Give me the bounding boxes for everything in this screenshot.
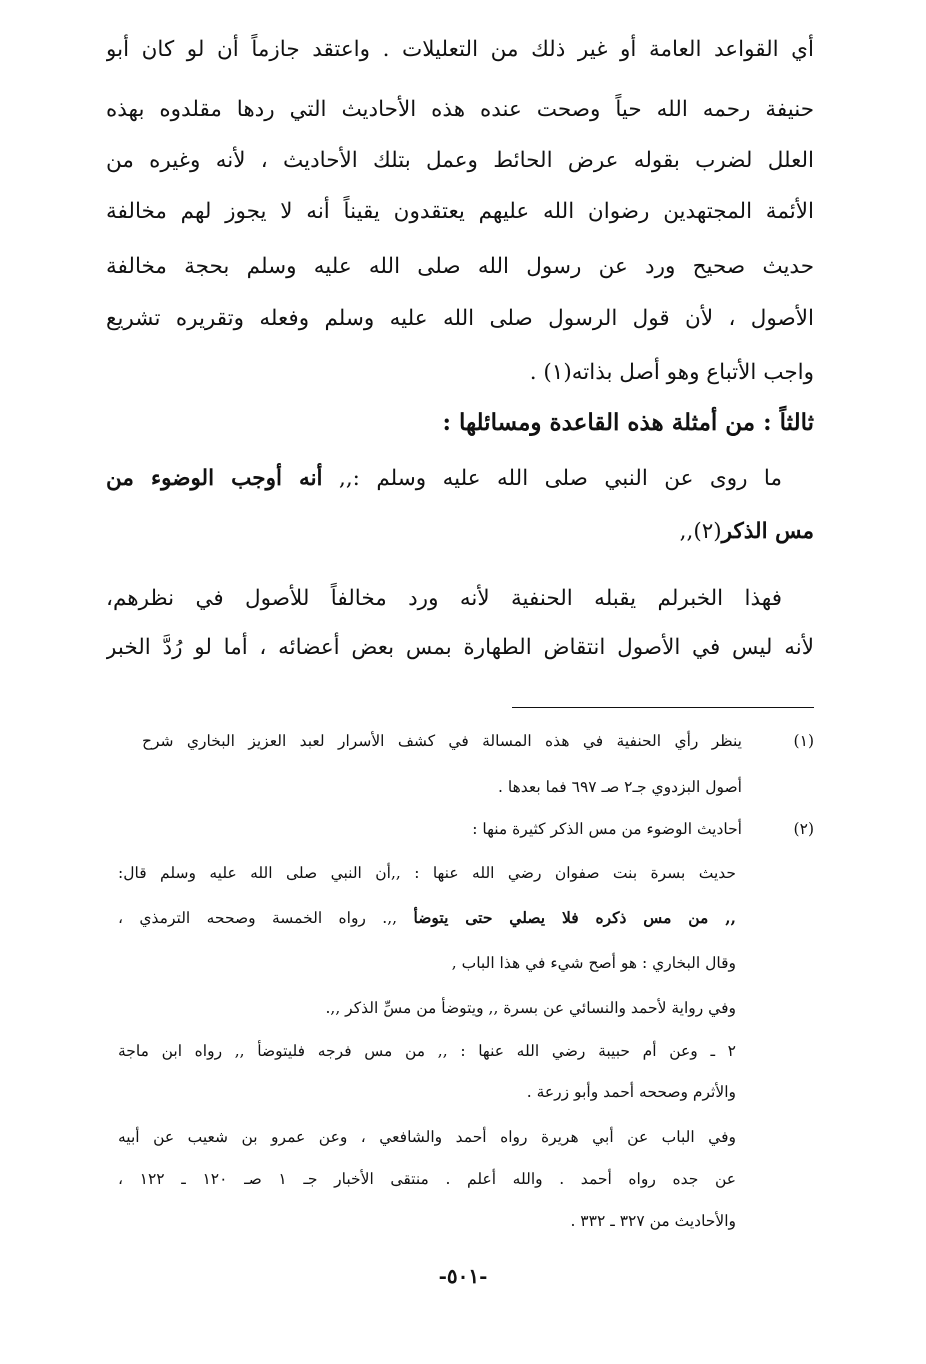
- footnote-line: أحاديث الوضوء من مس الذكر كثيرة منها :: [472, 820, 742, 838]
- page-number: -٥٠١-: [438, 1264, 488, 1288]
- body-line: أي القواعد العامة أو غير ذلك من التعليلات . واعتقد جازماً أن لو كان أبو: [106, 37, 814, 62]
- body-line: لأنه ليس في الأصول انتقاض الطهارة بمس بعض أعضائه ، أما لو رُدَّ الخبر: [106, 635, 814, 660]
- footnote-line: ٢ ـ وعن أم حبيبة رضي الله عنها : ,, من مس فرجه فليتوضأ ,, رواه ابن ماجة: [118, 1042, 736, 1060]
- body-line: الأئمة المجتهدين رضوان الله عليهم يعتقدون يقيناً أنه لا يجوز لهم مخالفة: [106, 199, 814, 224]
- body-line: واجب الأتباع وهو أصل بذاته(١) .: [529, 360, 814, 385]
- example-line-plain: ما روى عن النبي صلى الله عليه وسلم :,,: [322, 466, 782, 491]
- section-heading: ثالثاً : من أمثلة هذه القاعدة ومسائلها :: [442, 409, 814, 436]
- footnote-line: عن جده رواه أحمد . والله أعلم . منتقى الأخبار جـ ١ صـ ١٢٠ ـ ١٢٢ ،: [118, 1170, 736, 1188]
- body-line: فهذا الخبرلم يقبله الحنفية لأنه ورد مخالفاً للأصول في نظرهم،: [106, 586, 782, 611]
- body-line: الأصول ، لأن قول الرسول صلى الله عليه وسلم وفعله وتقريره تشريع: [106, 306, 814, 331]
- body-line: حنيفة رحمه الله حياً وصحت عنده هذه الأحاديث التي ردها مقلدوه بهذه: [106, 97, 814, 122]
- example-line-plain: (٢),,: [679, 519, 722, 544]
- body-line: العلل لضرب بقوله عرض الحائط وعمل بتلك الأحاديث ، لأنه وغيره من: [106, 148, 814, 173]
- footnote-line: والأحاديث من ٣٢٧ ـ ٣٣٢ .: [570, 1212, 736, 1230]
- example-line-bold: مس الذكر: [721, 519, 814, 544]
- footnote-line: والأثرم وصححه أحمد وأبو زرعة .: [526, 1083, 736, 1101]
- footnote-line: حديث بسرة بنت صفوان رضي الله عنها : ,,أن النبي صلى الله عليه وسلم قال:: [118, 864, 736, 882]
- footnote-plain-text: ,,. رواه الخمسة وصححه الترمذي ،: [118, 909, 414, 927]
- example-line: [106, 514, 814, 550]
- footnote-divider: [512, 707, 814, 708]
- footnote-number: (١): [793, 732, 814, 750]
- footnote-line: وفي الباب عن أبي هريرة رواه أحمد والشافعي ، وعن عمرو بن شعيب عن أبيه: [118, 1128, 736, 1146]
- example-line: [106, 461, 814, 497]
- footnote-line: أصول البزدوي جـ٢ صـ ٦٩٧ فما بعدها .: [498, 778, 742, 796]
- footnote-line: وفي رواية لأحمد والنسائي عن بسرة ,, ويتوضأ من مسِّ الذكر ,,.: [325, 999, 736, 1017]
- footnote-line: [118, 905, 736, 931]
- footnote-number: (٢): [793, 820, 814, 838]
- body-line: حديث صحيح ورد عن رسول الله صلى الله عليه وسلم بحجة مخالفة: [106, 254, 814, 279]
- example-line-bold: أنه أوجب الوضوء من: [106, 466, 323, 491]
- footnote-line: وقال البخاري : هو أصح شيء في هذا الباب ,: [451, 954, 736, 972]
- footnote-line: ينظر رأي الحنفية في هذه المسالة في كشف الأسرار لعبد العزيز البخاري شرح: [142, 732, 742, 750]
- footnote-bold-text: ,, من مس ذكره فلا يصلي حتى يتوضأ: [413, 908, 736, 927]
